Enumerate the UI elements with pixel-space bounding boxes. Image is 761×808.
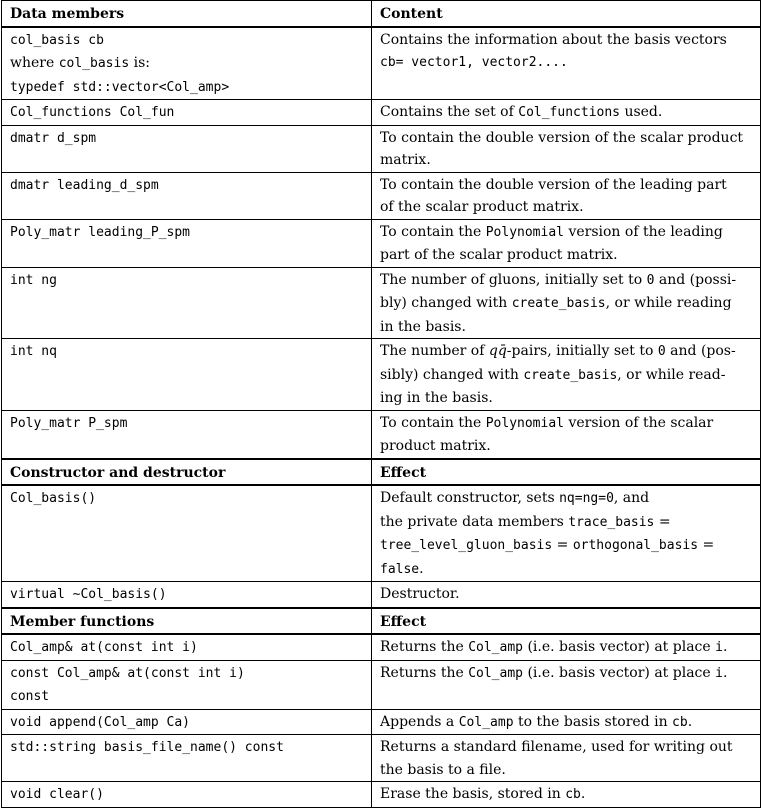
- code-text: dmatr d_spm: [10, 130, 97, 146]
- text: used.: [620, 104, 663, 120]
- table-row: [2, 634, 761, 660]
- text-line: [380, 174, 752, 197]
- table-row: [2, 100, 761, 126]
- text: where: [10, 55, 59, 71]
- description-cell: [372, 125, 761, 172]
- member-signature-cell: [2, 782, 372, 808]
- member-signature-cell: [2, 27, 372, 100]
- code-text: Col_amp: [458, 714, 514, 730]
- text-line: [380, 736, 752, 759]
- code-text: Polynomial: [485, 415, 564, 431]
- text-line: [10, 783, 363, 807]
- code-text: void clear(): [10, 787, 104, 802]
- table-row: [2, 339, 761, 411]
- table-row: [2, 172, 761, 219]
- text-line: [380, 636, 752, 660]
- text-line: [10, 711, 363, 735]
- member-signature-cell: [2, 125, 372, 172]
- table-row: [2, 267, 761, 339]
- column-header-left: Constructor and destructor: [2, 459, 372, 486]
- code-text: int nq: [10, 344, 57, 359]
- text-line: [380, 51, 752, 75]
- text: bly) changed with: [380, 295, 512, 311]
- description-cell: [372, 485, 761, 582]
- text-line: [380, 435, 752, 458]
- text: Returns the: [380, 664, 469, 681]
- text-line: [380, 511, 752, 535]
- member-signature-cell: [2, 735, 372, 782]
- text-line: [10, 412, 363, 436]
- text: -pairs, initially set to: [506, 343, 658, 359]
- description-cell: [372, 219, 761, 267]
- text-line: [10, 29, 363, 53]
- code-text: create_basis: [511, 296, 606, 311]
- table-row: [2, 660, 761, 709]
- text-line: [10, 269, 363, 293]
- text-line: [10, 636, 363, 660]
- code-text: Col_amp: [468, 665, 523, 681]
- code-text: i: [715, 665, 723, 681]
- code-text: create_basis: [523, 367, 618, 383]
- text: Contains the set of: [380, 104, 519, 120]
- table-row: [2, 782, 761, 808]
- api-reference-table: [1, 0, 761, 808]
- text: The number of: [380, 343, 489, 359]
- member-signature-cell: [2, 709, 372, 735]
- text-line: [380, 534, 752, 558]
- code-text: false: [380, 561, 420, 577]
- text: =: [698, 537, 715, 553]
- text: To contain the: [380, 414, 486, 431]
- member-signature-cell: [2, 660, 372, 709]
- text: .: [722, 664, 728, 681]
- text: =: [654, 513, 671, 530]
- table-row: [2, 219, 761, 267]
- text-line: [10, 221, 363, 245]
- member-signature-cell: [2, 100, 372, 126]
- text: and (pos-: [665, 343, 736, 359]
- code-text: const Col_amp& at(const int i): [10, 665, 245, 681]
- text: to the basis stored in: [513, 713, 673, 730]
- code-text: col_basis cb: [10, 32, 104, 48]
- description-cell: [372, 735, 761, 782]
- code-text: 0: [657, 344, 666, 359]
- text: Returns the: [380, 639, 469, 655]
- code-text: void append(Col_amp Ca): [10, 714, 191, 730]
- table-row: [2, 27, 761, 100]
- code-text: virtual ∼Col_basis(): [10, 587, 167, 602]
- text: product matrix.: [380, 438, 491, 454]
- text: Destructor.: [380, 586, 460, 602]
- code-text: Poly_matr P_spm: [10, 415, 128, 431]
- text: part of the scalar product matrix.: [380, 247, 618, 263]
- description-cell: [372, 634, 761, 660]
- member-signature-cell: [2, 219, 372, 267]
- section-header-data-members: [2, 1, 761, 27]
- text: the basis to a file.: [380, 761, 506, 778]
- text: matrix.: [380, 152, 431, 168]
- description-cell: [372, 582, 761, 608]
- member-signature-cell: [2, 172, 372, 219]
- text-line: [380, 127, 752, 150]
- text-line: [380, 583, 752, 606]
- text-line: [10, 76, 363, 100]
- text-line: [380, 759, 752, 782]
- text: sibly) changed with: [380, 366, 524, 383]
- code-text: Col_functions Col_fun: [10, 105, 175, 120]
- text: Default constructor, sets: [380, 490, 560, 506]
- code-text: trace_basis: [568, 514, 655, 530]
- text: Contains the information about the basis vectors: [380, 31, 727, 48]
- text: Appends a: [380, 713, 459, 730]
- description-cell: [372, 410, 761, 459]
- text-line: [380, 558, 752, 582]
- text-line: [10, 685, 363, 709]
- text-line: [380, 221, 752, 245]
- text-line: [10, 736, 363, 760]
- code-text: 0: [646, 272, 655, 288]
- code-text: Polynomial: [485, 224, 564, 240]
- table-row: [2, 709, 761, 735]
- text: The number of gluons, initially set to: [380, 271, 647, 288]
- code-text: col_basis: [58, 56, 130, 71]
- text: is:: [129, 55, 151, 71]
- text: version of the scalar: [564, 414, 714, 431]
- text-line: [10, 583, 363, 607]
- text-line: [10, 101, 363, 125]
- code-text: orthogonal_basis: [572, 538, 699, 553]
- table-row: [2, 125, 761, 172]
- text-line: [380, 487, 752, 511]
- description-cell: [372, 339, 761, 411]
- text: To contain the: [380, 223, 486, 240]
- code-text: int ng: [10, 272, 57, 288]
- text: , and: [613, 490, 650, 506]
- code-text: cb: [565, 787, 581, 802]
- text-line: [380, 292, 752, 316]
- text-line: [380, 662, 752, 686]
- math-text: qq̄: [488, 343, 507, 359]
- description-cell: [372, 782, 761, 808]
- description-cell: [372, 660, 761, 709]
- code-text: Col_amp& at(const int i): [10, 640, 198, 655]
- text: , or while reading: [605, 295, 732, 311]
- text-line: [380, 196, 752, 219]
- description-cell: [372, 267, 761, 339]
- table-body: [2, 1, 761, 808]
- code-text: Col_functions: [518, 105, 620, 120]
- text-line: [10, 52, 363, 76]
- text: .: [722, 639, 728, 655]
- text-line: [380, 29, 752, 52]
- table-row: [2, 410, 761, 459]
- text: (i.e. basis vector) at place: [523, 639, 716, 655]
- code-text: const: [10, 689, 50, 704]
- table-row: [2, 485, 761, 582]
- text: Erase the basis, stored in: [380, 786, 566, 802]
- member-signature-cell: [2, 267, 372, 339]
- text-line: [10, 127, 363, 151]
- column-header-right: Effect: [372, 608, 761, 635]
- text-line: [380, 149, 752, 172]
- text: in the basis.: [380, 318, 466, 335]
- section-header-member-functions: [2, 608, 761, 635]
- member-signature-cell: [2, 634, 372, 660]
- text-line: [10, 174, 363, 198]
- text-line: [380, 412, 752, 436]
- code-text: cb: [672, 714, 688, 730]
- code-text: Poly_matr leading_P_spm: [10, 224, 191, 240]
- column-header-left: Data members: [2, 1, 372, 27]
- text: , or while read-: [617, 366, 726, 383]
- member-signature-cell: [2, 582, 372, 608]
- column-header-right: Content: [372, 1, 761, 27]
- text: the private data members: [380, 513, 569, 530]
- text-line: [10, 487, 363, 511]
- code-text: typedef std::vector<Col_amp>: [10, 79, 230, 95]
- code-text: nq=ng=0: [559, 491, 614, 506]
- text: To contain the double version of the scalar product: [380, 129, 744, 146]
- text-line: [380, 269, 752, 293]
- text-line: [380, 364, 752, 388]
- text: Returns a standard filename, used for writing out: [380, 739, 733, 755]
- section-header-constructor-destructor: [2, 459, 761, 486]
- text: version of the leading: [564, 223, 723, 240]
- code-text: tree_level_gluon_basis: [380, 538, 553, 553]
- text-line: [380, 340, 752, 364]
- text: and (possi-: [654, 271, 737, 288]
- text-line: [10, 340, 363, 364]
- text-line: [380, 783, 752, 807]
- member-signature-cell: [2, 339, 372, 411]
- text-line: [380, 244, 752, 267]
- text: (i.e. basis vector) at place: [523, 664, 716, 681]
- code-text: dmatr leading_d_spm: [10, 177, 159, 193]
- member-signature-cell: [2, 485, 372, 582]
- code-text: Col_amp: [468, 640, 523, 655]
- text-line: [380, 101, 752, 125]
- text-line: [380, 711, 752, 735]
- description-cell: [372, 27, 761, 100]
- code-text: std::string basis_file_name() const: [10, 740, 284, 755]
- description-cell: [372, 709, 761, 735]
- member-signature-cell: [2, 410, 372, 459]
- text-line: [380, 316, 752, 339]
- code-text: Col_basis(): [10, 491, 97, 506]
- text: To contain the double version of the leading part: [380, 176, 727, 193]
- text: .: [687, 713, 693, 730]
- table-row: [2, 582, 761, 608]
- code-text: cb= vector1, vector2....: [380, 55, 568, 70]
- text: .: [419, 560, 424, 577]
- description-cell: [372, 172, 761, 219]
- code-text: i: [715, 640, 723, 655]
- text: of the scalar product matrix.: [380, 199, 584, 215]
- text-line: [10, 662, 363, 686]
- text: .: [580, 786, 586, 802]
- column-header-left: Member functions: [2, 608, 372, 635]
- text-line: [380, 387, 752, 410]
- column-header-right: Effect: [372, 459, 761, 486]
- text: =: [552, 537, 573, 553]
- text: ing in the basis.: [380, 390, 493, 406]
- table-row: [2, 735, 761, 782]
- description-cell: [372, 100, 761, 126]
